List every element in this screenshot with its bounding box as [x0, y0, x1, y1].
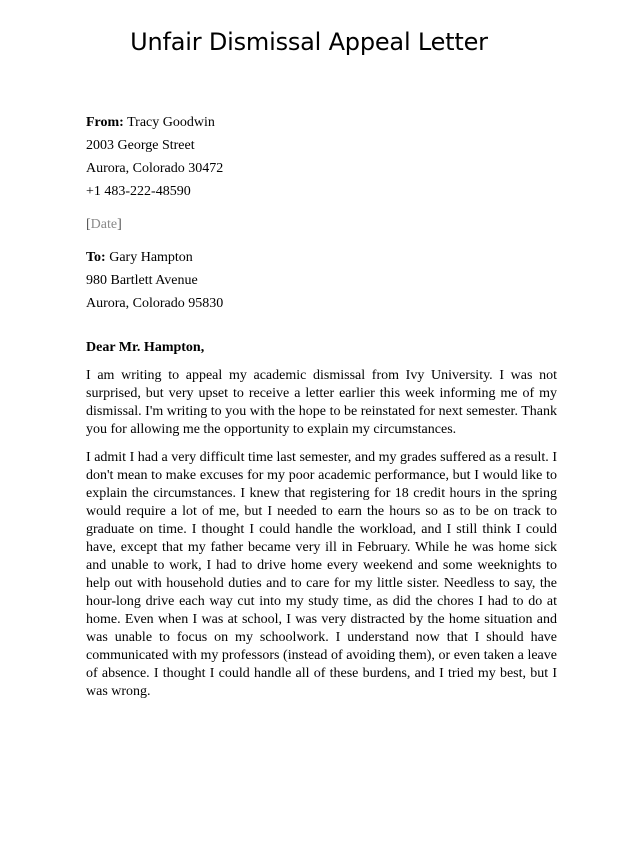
- paragraph-intro: I am writing to appeal my academic dismissal from Ivy University. I was not surprised, but very upset to receive a letter earlier this week informing me of my dismissal. I'm writing to you with the hope to be reinstated for next semester. Thank you for allowing me the opportunity to explain my circumstances.: [86, 368, 557, 437]
- salutation: Dear Mr. Hampton,: [86, 340, 205, 355]
- paragraph-circumstances: I admit I had a very difficult time last semester, and my grades suffered as a result. I don't mean to make excuses for my poor academic performance, but I would like to explain the circumstances. I knew that registering for 18 credit hours in the spring would require a lot of me, but I needed to earn the hours so as to be on track to graduate on time. I thought I could handle the workload, and I still think I could have, except that my father became very ill in February. While he was home sick and unable to work, I had to drive home every weekend and some weeknights to help out with household duties and to care for my little sister. Needless to say, the hour-long drive each way cut into my study time, as did the chores I had to do at home. Even when I was at school, I was very distracted by the home situation and was unable to focus on my schoolwork. I understand now that I should have communicated with my professors (instead of avoiding them), or even taken a leave of absence. I thought I could handle all of these burdens, and I tried my best, but I was wrong.: [86, 450, 557, 699]
- date-placeholder: Date: [90, 217, 118, 232]
- recipient-city: Aurora, Colorado 95830: [86, 296, 224, 311]
- from-label: From:: [86, 115, 124, 130]
- letter-body: [86, 113, 557, 711]
- recipient-name-line: [86, 248, 557, 271]
- to-label: To:: [86, 250, 106, 265]
- date-open-bracket: [: [86, 217, 91, 232]
- sender-city: Aurora, Colorado 30472: [86, 161, 224, 176]
- sender-street: 2003 George Street: [86, 138, 195, 153]
- date-line: [86, 215, 557, 238]
- sender-name: Tracy Goodwin: [127, 115, 215, 130]
- sender-phone: +1 483-222-48590: [86, 184, 191, 199]
- recipient-name: Gary Hampton: [109, 250, 193, 265]
- sender-name-line: [86, 113, 557, 136]
- document-title: Unfair Dismissal Appeal Letter: [130, 28, 488, 56]
- date-close-bracket: ]: [117, 217, 122, 232]
- recipient-street: 980 Bartlett Avenue: [86, 273, 198, 288]
